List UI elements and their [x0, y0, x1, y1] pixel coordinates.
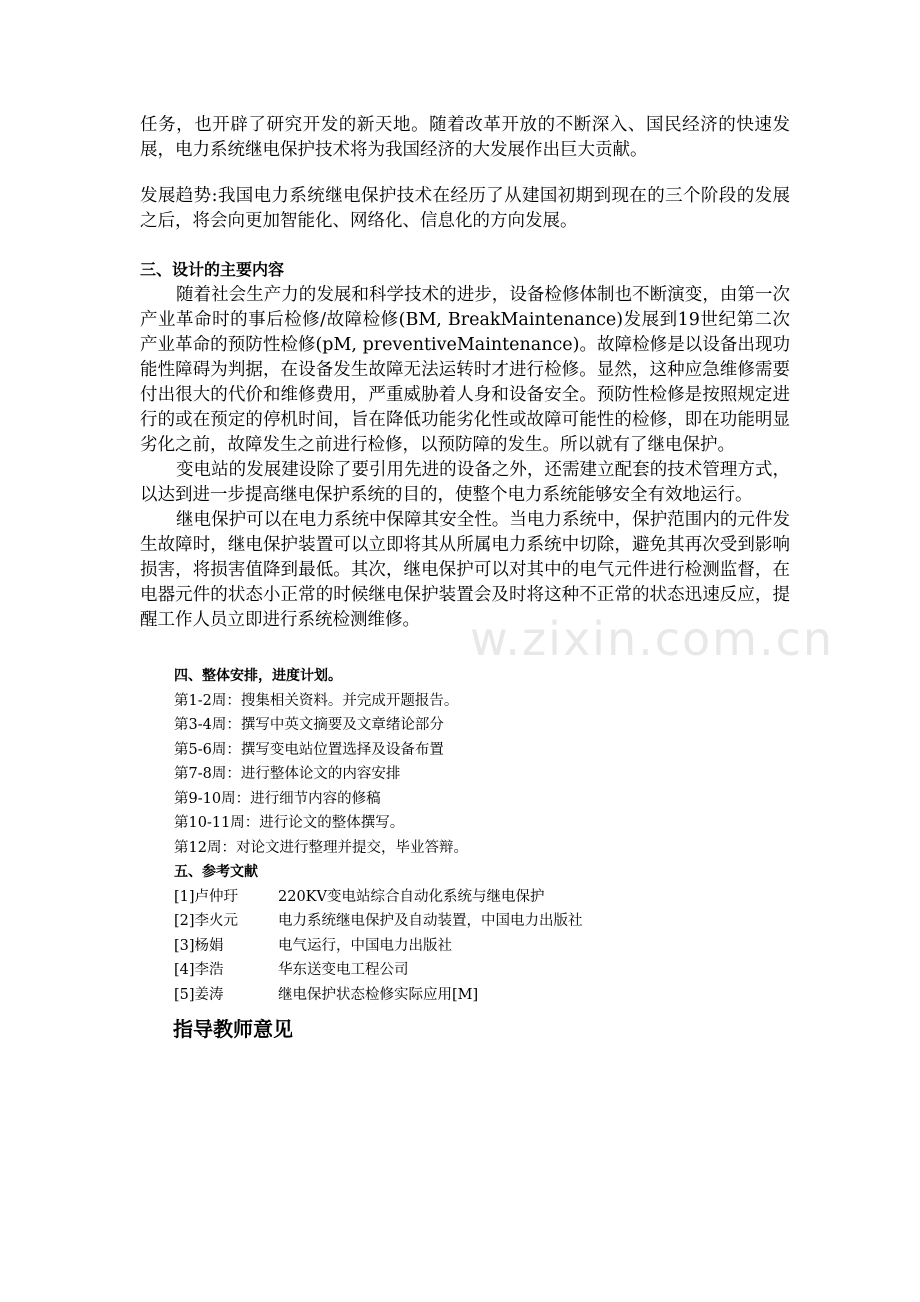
reference-item	[174, 885, 794, 910]
reference-title: 华东送变电工程公司	[278, 962, 409, 978]
intro-paragraph: 任务，也开辟了研究开发的新天地。随着改革开放的不断深入、国民经济的快速发展，电力系统继电保护技术将为我国经济的大发展作出巨大贡献。	[140, 115, 790, 160]
schedule-item: 第1-2周：搜集相关资料。并完成开题报告。	[174, 692, 459, 709]
schedule-item: 第7-8周：进行整体论文的内容安排	[174, 766, 401, 782]
reference-title: 220KV变电站综合自动化系统与继电保护	[278, 888, 545, 905]
intro-paragraph-block	[140, 113, 790, 163]
section-4-title: 四、整体安排，进度计划。	[174, 668, 342, 684]
section-3-paragraph: 变电站的发展建设除了要引用先进的设备之外，还需建立配套的技术管理方式，以达到进一步提高继电保护系统的目的，使整个电力系统能够安全有效地运行。	[140, 460, 790, 505]
reference-title: 电力系统继电保护及自动装置，中国电力出版社	[278, 913, 583, 929]
section-3-paragraph: 随着社会生产力的发展和科学技术的进步，设备检修体制也不断演变，由第一次产业革命时的事后检修/故障检修(BM, BreakMaintenance)发展到19世纪第二次产业革命的预防性检修(pM, preventiveMaintenance)。故障检修是以设备出现功能性障碍为判据，在设备发生故障无法运转时才进行检修。显然，这种应急维修需要付出很大的代价和维修费用，严重威胁着人身和设备安全。预防性检修是按照规定进行的或在预定的停机时间，旨在降低功能劣化性或故障可能性的检修，即在功能明显劣化之前，故障发生之前进行检修，以预防障的发生。所以就有了继电保护。	[140, 285, 790, 455]
trend-paragraph-block	[140, 184, 790, 234]
section-3-paragraph: 继电保护可以在电力系统中保障其安全性。当电力系统中，保护范围内的元件发生故障时，继电保护装置可以立即将其从所属电力系统中切除，避免其再次受到影响损害，将损害值降到最低。其次，继电保护可以对其中的电气元件进行检测监督，在电器元件的状态小正常的时候继电保护装置会及时将这种不正常的状态迅速反应，提醒工作人员立即进行系统检测维修。	[140, 510, 790, 630]
section-4	[174, 664, 794, 1007]
trend-paragraph: 发展趋势:我国电力系统继电保护技术在经历了从建国初期到现在的三个阶段的发展之后，将会向更加智能化、网络化、信息化的方向发展。	[140, 186, 790, 231]
section-3-title: 三、设计的主要内容	[140, 260, 285, 279]
schedule-item: 第9-10周：进行细节内容的修稿	[174, 790, 381, 807]
schedule-item: 第10-11周：进行论文的整体撰写。	[174, 815, 405, 831]
reference-author: [2]李火元	[174, 913, 239, 929]
section-3-body	[140, 283, 790, 633]
reference-author: [3]杨娟	[174, 937, 224, 954]
schedule-item: 第5-6周：撰写变电站位置选择及设备布置	[174, 741, 444, 758]
schedule-item: 第3-4周：撰写中英文摘要及文章绪论部分	[174, 717, 444, 733]
reference-item	[174, 909, 794, 934]
watermark: w.zixin.com.cn	[470, 612, 835, 666]
reference-title: 电气运行，中国电力出版社	[278, 937, 452, 954]
reference-item	[174, 958, 794, 983]
section-3	[140, 257, 790, 280]
reference-author: [5]姜涛	[174, 986, 224, 1003]
reference-title: 继电保护状态检修实际应用[M]	[278, 986, 479, 1003]
advisor-opinion-title: 指导教师意见	[173, 1017, 293, 1041]
reference-author: [1]卢仲玗	[174, 888, 239, 905]
reference-author: [4]李浩	[174, 962, 224, 978]
schedule-item: 第12周：对论文进行整理并提交，毕业答辩。	[174, 839, 468, 856]
reference-item	[174, 983, 794, 1008]
reference-item	[174, 934, 794, 959]
section-5-title: 五、参考文献	[174, 864, 258, 880]
